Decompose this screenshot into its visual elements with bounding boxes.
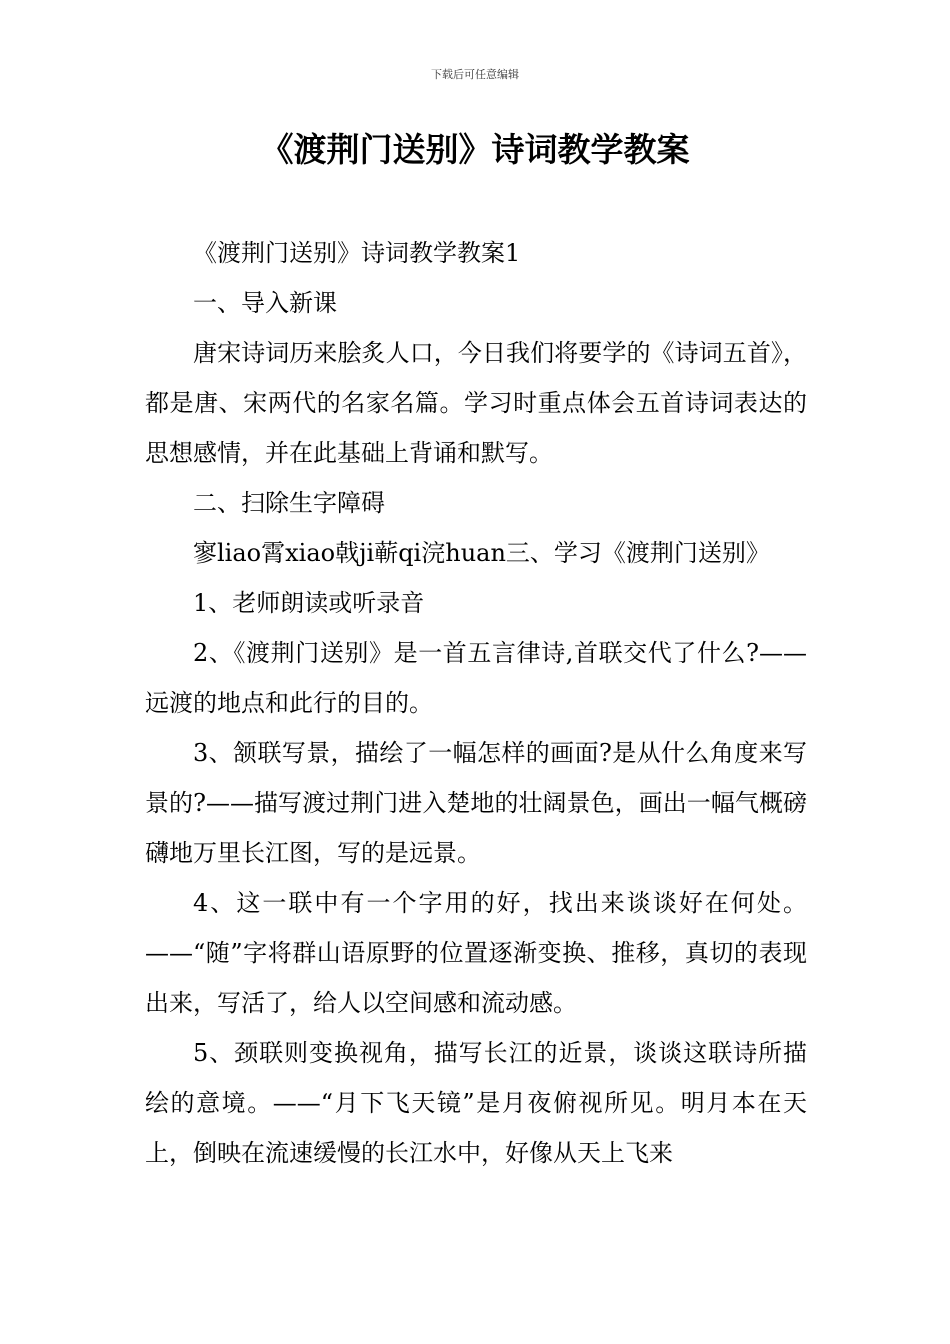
paragraph: 1、老师朗读或听录音	[193, 589, 425, 617]
section-heading: 《渡荆门送别》诗词教学教案1	[193, 239, 521, 267]
paragraph: 2、《渡荆门送别》是一首五言律诗,首联交代了什么?——远渡的地点和此行的目的。	[145, 639, 807, 717]
paragraph: 4、这一联中有一个字用的好，找出来谈谈好在何处。——“随”字将群山语原野的位置逐渐变换、推移，真切的表现出来，写活了，给人以空间感和流动感。	[145, 889, 807, 1017]
paragraph: 唐宋诗词历来脍炙人口，今日我们将要学的《诗词五首》，都是唐、宋两代的名家名篇。学习时重点体会五首诗词表达的思想感情，并在此基础上背诵和默写。	[145, 339, 807, 467]
paragraph: 5、颈联则变换视角，描写长江的近景，谈谈这联诗所描绘的意境。——“月下飞天镜”是月夜俯视所见。明月本在天上，倒映在流速缓慢的长江水中，好像从天上飞来	[145, 1039, 807, 1167]
header-note: 下载后可任意编辑	[431, 68, 519, 81]
section-heading: 一、导入新课	[193, 289, 337, 317]
section-heading: 二、扫除生字障碍	[193, 489, 385, 517]
document-title: 《渡荆门送别》诗词教学教案	[260, 130, 690, 169]
paragraph: 3、颔联写景，描绘了一幅怎样的画面?是从什么角度来写景的?——描写渡过荆门进入楚地的壮阔景色，画出一幅气概磅礴地万里长江图，写的是远景。	[145, 739, 807, 867]
paragraph: 寥liao霄xiao戟ji蕲qi浣huan三、学习《渡荆门送别》	[193, 539, 770, 567]
document-body	[145, 228, 807, 1178]
